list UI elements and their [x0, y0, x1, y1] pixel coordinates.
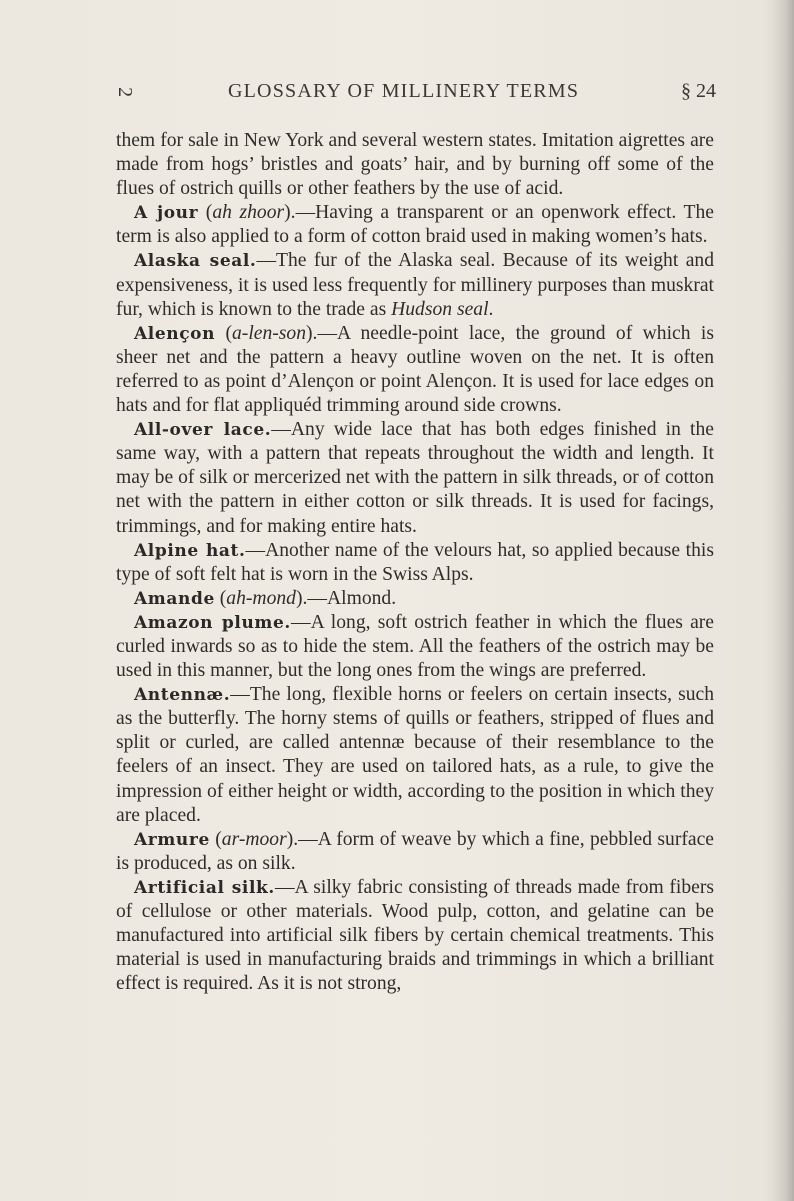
glossary-entry: [116, 249, 714, 321]
page-edge-shadow: [772, 0, 794, 1201]
glossary-entry: [116, 683, 714, 828]
section-number: § 24: [681, 80, 716, 102]
entry-term: Artificial silk.: [134, 877, 275, 898]
glossary-entry: [116, 587, 714, 611]
pronunciation-open: (: [209, 828, 222, 850]
entry-definition: —A form of weave by which a fine, pebbled surface is produced, as on silk.: [116, 828, 714, 874]
pronunciation-close: ).: [295, 587, 308, 609]
page-header: [116, 80, 716, 110]
entry-end: .: [488, 298, 494, 320]
glossary-entry: [116, 828, 714, 876]
entry-definition: —Having a transparent or an openwork effect. The term is also applied to a form of cotton braid used in making women’s hats.: [116, 202, 714, 248]
continuation-paragraph: them for sale in New York and several western states. Imitation aigrettes are made from hogs’ bristles and goats’ hair, and by burning off some of the flues of ostrich quills or other feathers by the use of acid.: [116, 130, 714, 200]
entry-definition: —A silky fabric consisting of threads made from fibers of cellulose or other materials. Wood pulp, cotton, and gelatine can be manufactured into artificial silk fibers by certain chemical treatments. This material is used in manufacturing braids and trimmings in which a brilliant effect is required. As it is not strong,: [116, 876, 714, 995]
pronunciation-close: ).: [286, 828, 299, 850]
entry-term: A jour: [134, 203, 199, 224]
entry-definition: —A needle-point lace, the ground of which is sheer net and the pattern a heavy outline woven on the net. It is often referred to as point d’Alençon or point Alençon. It is used for lace edges on hats and for flat appliquéd trimming around side crowns.: [116, 322, 714, 417]
entry-term: Antennæ.: [134, 685, 231, 706]
entry-pronunciation: ah zhoor: [212, 202, 285, 224]
running-title: GLOSSARY OF MILLINERY TERMS: [228, 80, 580, 102]
entry-definition: —The fur of the Alaska seal. Because of its weight and expensiveness, it is used less frequently for millinery purposes than muskrat fur, which is known to the trade as: [116, 250, 714, 320]
glossary-text: [116, 129, 714, 996]
pronunciation-open: (: [214, 587, 227, 609]
entry-italic-term: Hudson seal: [391, 298, 489, 320]
pronunciation-close: ).: [306, 322, 318, 344]
entry-term: Alpine hat.: [134, 540, 246, 561]
entry-pronunciation: ar-moor: [221, 828, 287, 850]
page-number: 2: [114, 87, 137, 99]
glossary-entry: [116, 201, 714, 249]
glossary-entry: [116, 322, 714, 418]
entry-term: Alaska seal.: [134, 251, 257, 272]
glossary-entry: [116, 539, 714, 587]
entry-definition: —Any wide lace that has both edges finished in the same way, with a pattern that repeats throughout the width and length. It may be of silk or mercerized net with the pattern in silk threads, or of cotton net with the pattern in either cotton or silk threads. It is used for facings, trimmings, and for making entire hats.: [116, 419, 714, 537]
pronunciation-close: ).: [284, 202, 296, 224]
entry-pronunciation: a-len-son: [232, 322, 307, 344]
entry-pronunciation: ah-mond: [226, 587, 296, 609]
entry-term: Armure: [134, 829, 210, 850]
glossary-entry: [116, 611, 714, 683]
entry-term: Alençon: [134, 323, 216, 344]
glossary-entry: [116, 876, 714, 996]
entry-definition: —The long, flexible horns or feelers on certain insects, such as the butterfly. The horny stems of quills or feathers, stripped of flues and split or curled, are called antennæ because of their resemblance to the feelers of an insect. They are used on tailored hats, as a rule, to give the impression of either height or width, according to the position in which they are placed.: [116, 684, 714, 826]
entry-definition: —Another name of the velours hat, so applied because this type of soft felt hat is worn in the Swiss Alps.: [116, 539, 714, 585]
entry-definition: —A long, soft ostrich feather in which the flues are curled inwards so as to hide the stem. All the feathers of the ostrich may be used in this manner, but the long ones from the wings are preferred.: [116, 611, 714, 682]
entry-term: Amazon plume.: [134, 612, 291, 633]
entry-term: All-over lace.: [134, 420, 272, 441]
pronunciation-open: (: [215, 322, 232, 344]
glossary-entry: [116, 418, 714, 538]
entry-definition: —Almond.: [307, 587, 397, 609]
pronunciation-open: (: [198, 202, 213, 224]
entry-term: Amande: [134, 588, 215, 609]
